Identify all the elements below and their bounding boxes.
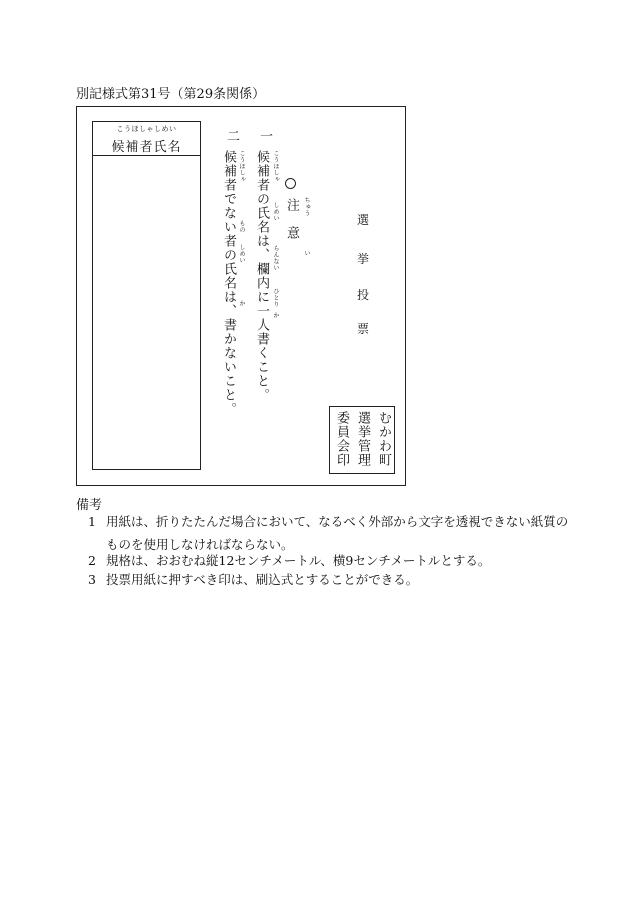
seal-line-1: むかわ町 (376, 411, 391, 467)
ballot-title-char-3: 投 (357, 288, 370, 302)
note-1-ruby-hitori: ひとり (272, 288, 279, 308)
note-2-number: 二 (224, 129, 239, 142)
note-2-ruby-koho: こうほしゃ (238, 150, 245, 183)
circle-mark-icon (285, 178, 296, 189)
election-committee-seal (329, 406, 395, 474)
remark-2 (88, 551, 490, 571)
remark-2-text: 規格は、おおむね縦12センチメートル、横9センチメートルとする。 (106, 553, 491, 568)
ballot-title-char-4: 票 (357, 322, 370, 336)
candidate-name-title: 候補者氏名 (111, 140, 182, 155)
candidate-name-write-box[interactable] (92, 155, 201, 470)
remark-1-text: 用紙は、折りたたんだ場合において、なるべく外部から文字を透視できない紙質の (106, 514, 569, 529)
remark-3-text: 投票用紙に押すべき印は、刷込式とすることができる。 (106, 572, 419, 587)
remark-1-number: 1 (88, 514, 96, 529)
candidate-name-ruby: こうほしゃしめい (116, 125, 177, 133)
notes-ruby-i: い (303, 250, 310, 257)
note-1-ruby-shimei: しめい (272, 202, 279, 222)
note-2-ruby-shimei: しめい (238, 244, 245, 264)
remark-1 (88, 512, 568, 532)
ballot-title-char-2: 挙 (357, 252, 370, 266)
notes-ruby-chu: ちゅう (303, 197, 310, 217)
note-1-number: 一 (257, 129, 272, 142)
notes-heading: 注 意 (284, 198, 299, 240)
seal-line-2: 選挙管理 (355, 411, 370, 467)
note-1-ruby-rannai: らんない (272, 245, 279, 271)
note-1-ruby-ka: か (272, 312, 279, 319)
candidate-name-header (92, 121, 201, 156)
note-1-text: 候補者の氏名は、欄内に一人書くこと。 (254, 150, 269, 402)
note-1-ruby-koho: こうほしゃ (272, 150, 279, 183)
note-2-text: 候補者でない者の氏名は、書かないこと。 (221, 150, 236, 416)
note-2-ruby-ka: か (238, 300, 245, 307)
remark-1-continuation: ものを使用しなければならない。 (106, 537, 294, 552)
remarks-title: 備考 (76, 498, 103, 513)
remark-3 (88, 570, 418, 590)
remark-3-number: 3 (88, 572, 96, 587)
remark-2-number: 2 (88, 553, 96, 568)
ballot-title-char-1: 選 (357, 213, 370, 227)
seal-line-3: 委員会印 (334, 411, 349, 467)
form-heading: 別記様式第31号（第29条関係） (76, 87, 266, 102)
note-2-ruby-mono: もの (238, 220, 245, 233)
